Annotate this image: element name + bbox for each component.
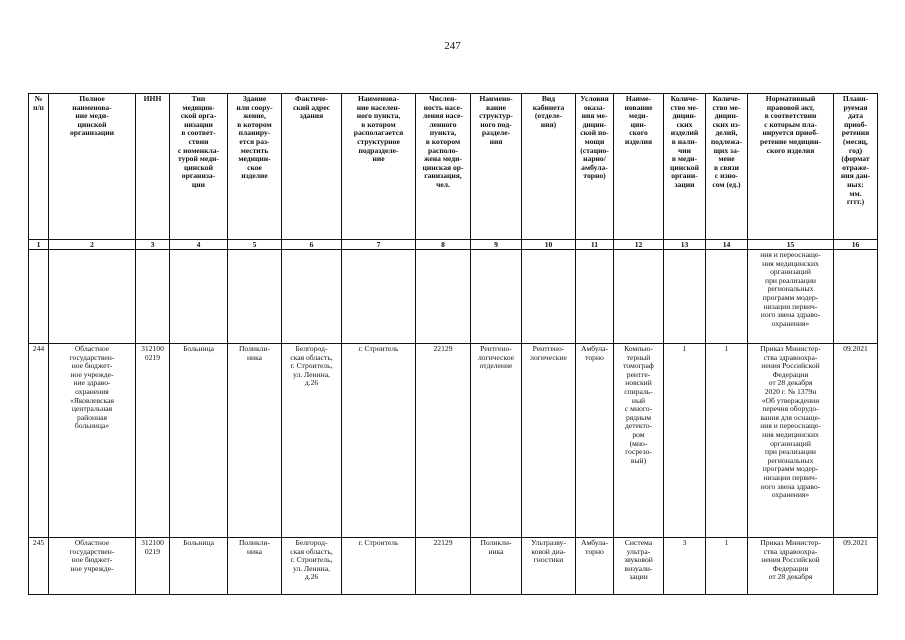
device-name: Компью- терный томограф рентге- новский спираль- ный с много- рядным детекто- ром (мно- госрезо- вый) [614,344,664,538]
equipment-register-table [28,93,878,595]
empty-cell [576,250,614,344]
planned-date: 09.2021 [834,538,878,595]
locality: г. Строитель [342,538,416,595]
column-number: 1 [29,240,49,250]
population: 22129 [416,344,471,538]
empty-cell [342,250,416,344]
row-number: 245 [29,538,49,595]
header-cell: Количе- ство ме- дицин- ских из- делий, подлежа- щих за- мене в связи с изно- сом (ед.) [706,94,748,240]
column-number: 14 [706,240,748,250]
column-number: 15 [748,240,834,250]
page-number: 247 [444,40,461,52]
qty-replace: 1 [706,538,748,595]
header-cell: Наименова- ние населен- ного пункта, в котором располагается структурное подразделе- ние [342,94,416,240]
empty-cell [834,250,878,344]
empty-cell [282,250,342,344]
organization-name: Областное государствен- ное бюджет- ное учрежде- [49,538,136,595]
header-cell: Количе- ство ме- дицин- ских изделий в нали- чии в меди- цинской органи- зации [664,94,706,240]
inn: 312100 0219 [136,538,170,595]
column-number: 13 [664,240,706,250]
organization-type: Больница [170,344,228,538]
cabinet-type: Ультразву- ковой диа- гностики [522,538,576,595]
empty-cell [49,250,136,344]
empty-cell [471,250,522,344]
header-cell: Тип медицин- ской орга- низации в соответ- ствии с номенкла- турой меди- цинской организа- ции [170,94,228,240]
empty-cell [416,250,471,344]
qty-available: 1 [664,344,706,538]
organization-name: Областное государствен- ное бюджет- ное учрежде- ние здраво- охранения «Яковлевская центральная районная больница» [49,344,136,538]
column-number: 16 [834,240,878,250]
planned-date: 09.2021 [834,344,878,538]
continuation-row [29,250,878,344]
empty-cell [170,250,228,344]
header-cell: № п/п [29,94,49,240]
header-cell: Числен- ность насе- ления насе- ленного пункта, в котором располо- жена меди- цинская ор- ганизация, чел. [416,94,471,240]
care-conditions: Амбула- торно [576,538,614,595]
header-cell: Наиме- нование меди- цин- ского изделия [614,94,664,240]
column-number: 3 [136,240,170,250]
header-cell: Вид кабинета (отделе- ния) [522,94,576,240]
qty-replace: 1 [706,344,748,538]
column-number: 5 [228,240,282,250]
column-number: 9 [471,240,522,250]
header-cell: Фактиче- ский адрес здания [282,94,342,240]
column-number: 2 [49,240,136,250]
column-number-row [29,240,878,250]
column-number: 8 [416,240,471,250]
legal-act: Приказ Министер- ства здравоохра- нения Российской Федерации от 28 декабря [748,538,834,595]
header-cell: Наимено- вание структур- ного под- разделе- ния [471,94,522,240]
header-cell: Здание или соору- жение, в котором планиру- ется раз- местить медицин- ское изделие [228,94,282,240]
table-row [29,538,878,595]
header-cell: Полное наименова- ние меди- цинской организации [49,94,136,240]
empty-cell [228,250,282,344]
building: Поликли- ника [228,344,282,538]
legal-act: Приказ Министер- ства здравоохра- нения Российской Федерации от 28 декабря 2020 г. № 1379н «Об утверждении перечня оборудо- вания для оснаще- ния и переоснаще- ния медицинских организаций при реализации региональных программ модер- низации первич- ного звена здраво- охранения» [748,344,834,538]
header-cell: Плани- руемая дата приоб- ретения (месяц, год) (формат отраже- ния дан- ных: мм. гггг.) [834,94,878,240]
subdivision: Рентгено- логическое отделение [471,344,522,538]
empty-cell [29,250,49,344]
subdivision: Поликли- ника [471,538,522,595]
column-number: 12 [614,240,664,250]
column-number: 4 [170,240,228,250]
column-number: 7 [342,240,416,250]
locality: г. Строитель [342,344,416,538]
care-conditions: Амбула- торно [576,344,614,538]
header-cell: Нормативный правовой акт, в соответствии с которым пла- нируется приоб- ретение медицин- ского изделия [748,94,834,240]
column-number: 6 [282,240,342,250]
qty-available: 3 [664,538,706,595]
empty-cell [614,250,664,344]
building: Поликли- ника [228,538,282,595]
address: Белгород- ская область, г. Строитель, ул. Ленина, д.26 [282,344,342,538]
inn: 312100 0219 [136,344,170,538]
header-cell: Условия оказа- ния ме- дицин- ской по- мощи (стацио- нарно/ амбула- торно) [576,94,614,240]
empty-cell [664,250,706,344]
column-number: 11 [576,240,614,250]
table-row [29,344,878,538]
address: Белгород- ская область, г. Строитель, ул. Ленина, д.26 [282,538,342,595]
empty-cell [136,250,170,344]
legal-act-continuation: ния и переоснаще- ния медицинских организаций при реализации региональных программ модер- низации первич- ного звена здраво- охранения» [748,250,834,344]
cabinet-type: Рентгено- логические [522,344,576,538]
header-cell: ИНН [136,94,170,240]
empty-cell [522,250,576,344]
header-row [29,94,878,240]
device-name: Система ультра- звуковой визуали- зации [614,538,664,595]
column-number: 10 [522,240,576,250]
row-number: 244 [29,344,49,538]
organization-type: Больница [170,538,228,595]
population: 22129 [416,538,471,595]
empty-cell [706,250,748,344]
